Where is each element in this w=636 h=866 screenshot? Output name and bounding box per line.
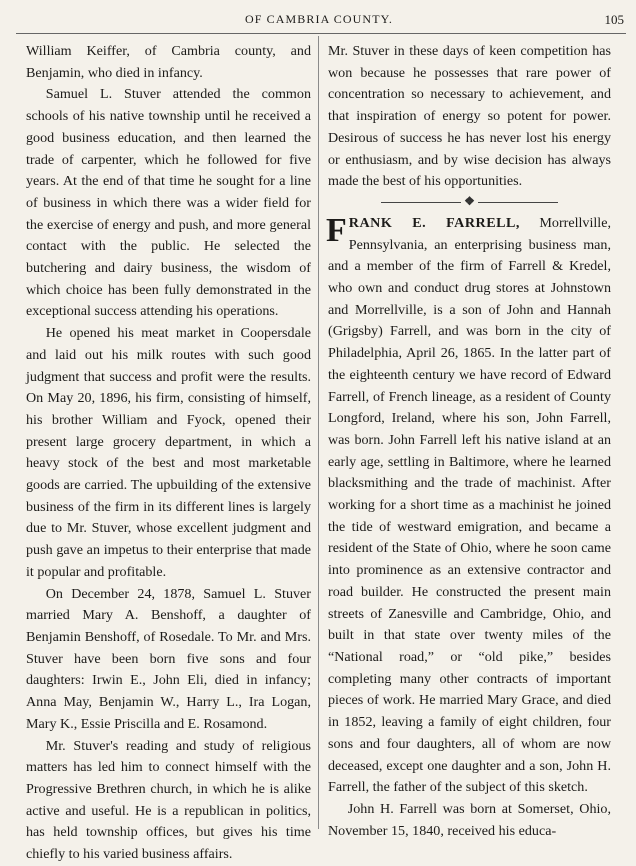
right-column [326, 41, 611, 839]
paragraph: He opened his meat market in Coopersdale and laid out his milk routes with such good judgment that success and profit were the results. On May 20, 1896, his firm, consisting of himself, his brother William and Fyock, opened their present large grocery department, in which a heavy stock of the best and most marketable goods are carried. The upbuilding of the extensive business of the firm in its different lines is largely due to Mr. Stuver, whose excellent judgment and push gave an impetus to their enterprise that made it popular and profitable. [26, 325, 311, 580]
page-number: 105 [604, 12, 624, 27]
drop-cap: F [326, 211, 347, 249]
paragraph: William Keiffer, of Cambria county, and Benjamin, who died in infancy. [26, 43, 311, 81]
paragraph: On December 24, 1878, Samuel L. Stuver married Mary A. Benshoff, a daughter of Benjamin Benshoff, of Rosedale. To Mr. and Mrs. Stuver have been born five sons and four daughters: Irwin E., John Eli, died in infancy; Anna May, Benjamin W., Harry L., Ira Logan, Mary K., Essie Priscilla and E. Rosamond. [26, 585, 311, 732]
page-header [0, 12, 636, 32]
paragraph-text: Morrellville, Pennsylvania, an enterprising business man, and a member of the firm of Farrell & Kredel, who own and conduct drug stores at Johnstown and Morrellville, is a son of John and Hannah (Grigsby) Farrell, and was born in the city of Philadelphia, April 26, 1865. In the latter part of the eighteenth century we have record of Edward Farrell, of French lineage, as a resident of County Longford, Ireland, where his son, John Farrell, was born. John Farrell left his native island at an early age, settling in Baltimore, where he learned blacksmithing and the trade of machinist. After working for a short time as a machinist he joined the tide of westward emigration, and became a resident of the State of Ohio, where he soon came into prominence as an extensive contractor and road builder. He constructed the present main streets of Zanesville and Cambridge, Ohio, and built in that state over twenty miles of the “National road,” or “old pike,” besides completing many other contracts of important pieces of work. He married Mary Grace, and died in 1852, leaving a family of eight children, four sons and four daughters, all of whom are now deceased, except one daughter and a son, John H. Farrell, the father of the subject of this sketch. [328, 214, 611, 796]
header-rule [16, 33, 626, 34]
biography-opening [328, 213, 611, 799]
ornament-rule-left [381, 202, 461, 203]
paragraph: Mr. Stuver's reading and study of religious matters has led him to connect himself with the Progressive Brethren church, in which he is alike active and useful. He is a republican in politics, has held township offices, but gives his time chiefly to his varied business affairs. [26, 737, 311, 863]
section-ornament [328, 193, 611, 213]
ornament-rule-right [478, 202, 558, 203]
paragraph: Mr. Stuver in these days of keen competition has won because he possesses that rare power of concentration so necessary to achievement, and that inspiration of energy so potent for power. Desirous of success he has never lost his energy or enthusiasm, and by wise decision has always made the best of his opportunities. [328, 43, 611, 190]
subject-name: RANK E. FARRELL, [348, 214, 520, 231]
running-title: OF CAMBRIA COUNTY. [245, 12, 393, 26]
column-divider [318, 36, 319, 829]
ornament-glyph: ❖ [464, 193, 475, 208]
paragraph: Samuel L. Stuver attended the common schools of his native township until he received a good business education, and then learned the trade of carpenter, which he followed for five years. At the end of that time he sought for a line of business in which there was a wider field for the exercise of energy and push, and more general contact with the public. He selected the butchering and dairy business, the wisdom of which choice has been fully demonstrated in the exceptional success attending his operations. [26, 86, 311, 320]
paragraph: John H. Farrell was born at Somerset, Ohio, November 15, 1840, received his educa- [328, 800, 611, 839]
left-column [26, 41, 311, 863]
